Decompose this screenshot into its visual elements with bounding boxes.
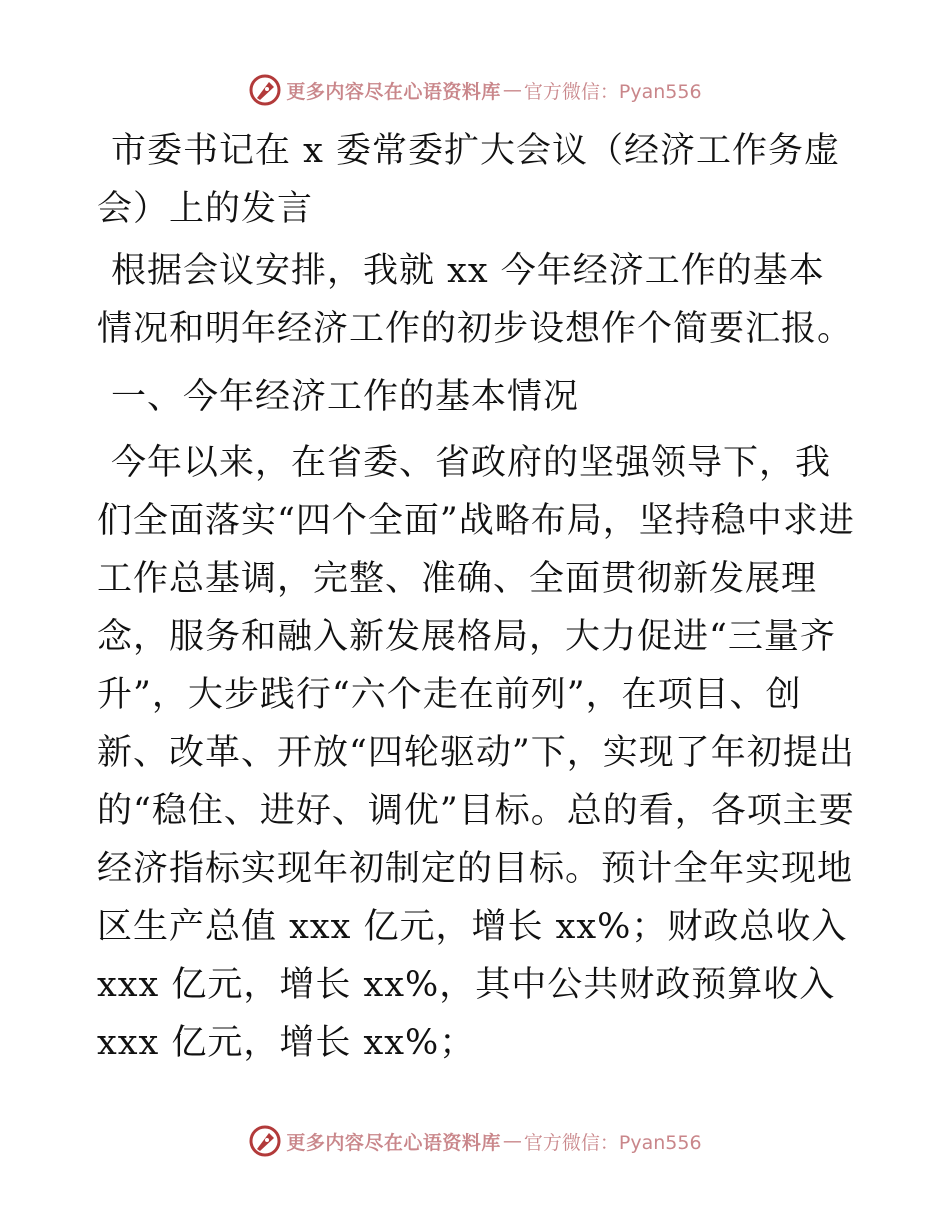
section-heading: 一、今年经济工作的基本情况 [111,377,580,417]
watermark-brand-text: 更多内容尽在心语资料库 [286,80,501,103]
body-paragraph: 今年以来，在省委、省政府的坚强领导下，我们全面落实“四个全面”战略布局，坚持稳中求进工作总基调，完整、准确、全面贯彻新发展理念，服务和融入新发展格局，大力促进“三量齐升”，大步践行“六个走在前列”，在项目、创新、改革、开放“四轮驱动”下，实现了年初提出的“稳住、进好、调优”目标。总的看，各项主要经济指标实现年初制定的目标。预计全年实现地区生产总值 xxx 亿元，增长 xx%；财政总收入 xxx 亿元，增长 xx%，其中公共财政预算收入 xxx 亿元，增长 xx%； [97,443,855,1063]
pen-nib-logo-icon [248,1124,282,1158]
watermark-separator: — [502,1130,522,1152]
document-title: 市委书记在 x 委常委扩大会议（经济工作务虚会）上的发言 [97,131,840,229]
watermark-wechat-text: 官方微信：Pyan556 [523,80,702,103]
pen-nib-logo-icon [248,73,282,107]
watermark-brand-text: 更多内容尽在心语资料库 [286,1131,501,1154]
watermark-separator: — [502,79,522,101]
watermark-wechat-text: 官方微信：Pyan556 [523,1131,702,1154]
bottom-watermark-banner [0,1121,950,1161]
document-body [97,122,857,1072]
intro-paragraph: 根据会议安排，我就 xx 今年经济工作的基本情况和明年经济工作的初步设想作个简要汇报。 [97,251,854,349]
top-watermark-banner [0,70,950,110]
